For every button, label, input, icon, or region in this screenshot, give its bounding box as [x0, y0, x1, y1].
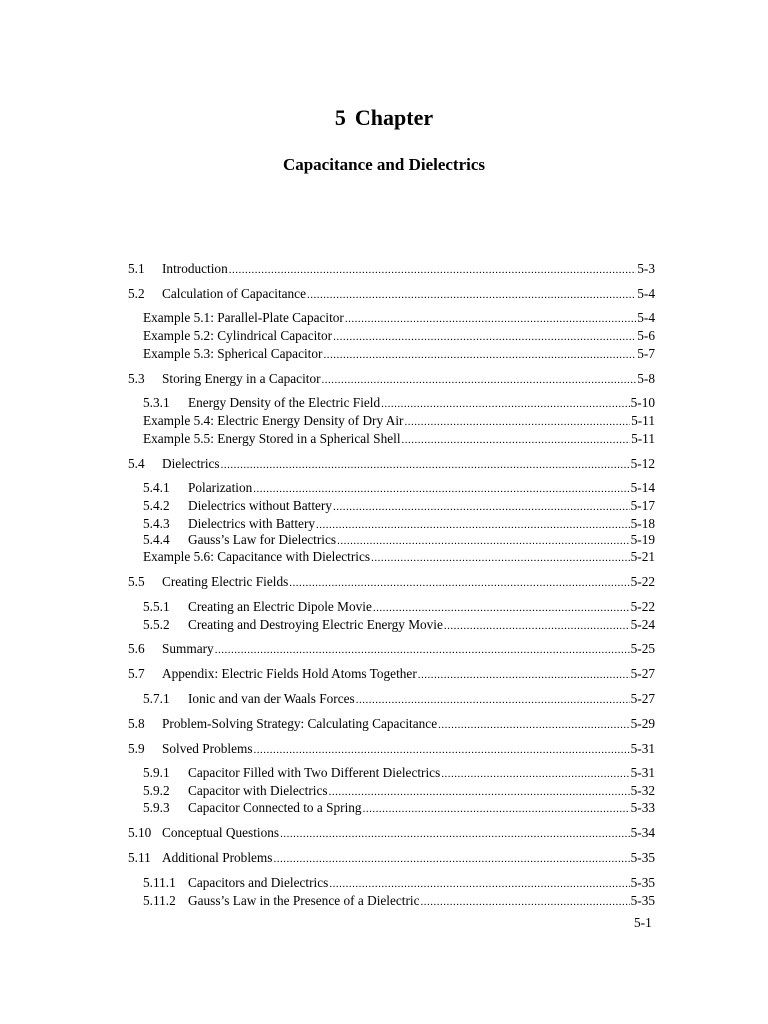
- toc-entry: [128, 740, 655, 758]
- toc-entry: [143, 412, 655, 430]
- toc-entry-title: Capacitors and Dielectrics: [188, 875, 329, 890]
- toc-entry: [143, 690, 655, 708]
- toc-entry-title: Capacitor Connected to a Spring: [188, 800, 362, 815]
- toc-entry-page: 5-33: [630, 800, 655, 815]
- toc-entry-number: 5.9: [128, 741, 145, 756]
- toc-entry: [143, 782, 655, 800]
- toc-entry-page: 5-18: [630, 516, 655, 531]
- dot-leader: [280, 825, 630, 843]
- toc-entry-title: Summary: [162, 641, 214, 656]
- toc-entry-page: 5-35: [630, 893, 655, 908]
- toc-entry-number: 5.1: [128, 261, 145, 276]
- toc-entry-title: Problem-Solving Strategy: Calculating Capacitance: [162, 716, 438, 731]
- dot-leader: [371, 549, 630, 567]
- toc-entry: [143, 497, 655, 515]
- toc-entry-title: Gauss’s Law in the Presence of a Dielectric: [188, 893, 420, 908]
- dot-leader: [404, 413, 630, 431]
- toc-entry-number: 5.4: [128, 456, 145, 471]
- toc-entry: [128, 573, 655, 591]
- toc-entry-page: 5-31: [630, 765, 655, 780]
- toc-entry-title: Capacitor Filled with Two Different Dielectrics: [188, 765, 441, 780]
- toc-entry-number: 5.5.2: [143, 617, 170, 632]
- toc-entry: [143, 327, 655, 345]
- toc-entry-number: 5.11: [128, 850, 151, 865]
- toc-entry-page: 5-10: [630, 395, 655, 410]
- toc-entry-page: 5-8: [637, 371, 655, 386]
- toc-entry-number: 5.9.3: [143, 800, 170, 815]
- dot-leader: [307, 286, 636, 304]
- dot-leader: [322, 371, 637, 389]
- dot-leader: [273, 850, 629, 868]
- toc-entry-number: 5.4.3: [143, 516, 170, 531]
- chapter-number: 5: [334, 105, 346, 130]
- toc-entry: [128, 824, 655, 842]
- toc-entry-number: 5.4.2: [143, 498, 170, 513]
- dot-leader: [333, 328, 636, 346]
- toc-entry-title: Capacitor with Dielectrics: [188, 783, 328, 798]
- toc-entry-page: 5-29: [630, 716, 655, 731]
- chapter-subtitle: Capacitance and Dielectrics: [282, 155, 486, 174]
- toc-entry-title: Introduction: [162, 261, 228, 276]
- toc-entry-page: 5-35: [630, 875, 655, 890]
- toc-entry-number: 5.10: [128, 825, 152, 840]
- toc-entry: [128, 715, 655, 733]
- dot-leader: [373, 599, 630, 617]
- toc-entry: [143, 616, 655, 634]
- toc-entry-title: Example 5.2: Cylindrical Capacitor: [143, 328, 333, 343]
- toc-entry-number: 5.3: [128, 371, 145, 386]
- dot-leader: [345, 310, 636, 328]
- toc-entry: [128, 849, 655, 867]
- toc-entry-page: 5-24: [630, 617, 655, 632]
- toc-entry: [128, 665, 655, 683]
- toc-entry-title: Polarization: [188, 480, 253, 495]
- dot-leader: [229, 261, 637, 279]
- toc-entry: [128, 640, 655, 658]
- toc-entry-number: 5.4.4: [143, 532, 170, 547]
- toc-entry-title: Example 5.5: Energy Stored in a Spherical Shell: [143, 431, 401, 446]
- dot-leader: [289, 574, 629, 592]
- dot-leader: [441, 765, 629, 783]
- dot-leader: [215, 641, 630, 659]
- toc-entry-title: Additional Problems: [162, 850, 273, 865]
- toc-entry: [143, 598, 655, 616]
- toc-entry-page: 5-11: [631, 413, 655, 428]
- toc-entry-number: 5.11.2: [143, 893, 176, 908]
- toc-entry-page: 5-35: [630, 850, 655, 865]
- toc-entry-number: 5.2: [128, 286, 145, 301]
- toc-entry-number: 5.3.1: [143, 395, 170, 410]
- toc-entry: [143, 892, 655, 910]
- toc-entry: [143, 430, 655, 448]
- chapter-label: Chapter: [354, 105, 434, 130]
- toc-entry-title: Gauss’s Law for Dielectrics: [188, 532, 337, 547]
- toc-entry-page: 5-19: [630, 532, 655, 547]
- toc-entry-title: Dielectrics: [162, 456, 220, 471]
- toc-entry-title: Example 5.6: Capacitance with Dielectrics: [143, 549, 371, 564]
- toc-entry-page: 5-27: [630, 666, 655, 681]
- dot-leader: [221, 456, 630, 474]
- toc-entry-page: 5-22: [630, 599, 655, 614]
- dot-leader: [438, 716, 630, 734]
- toc-entry-page: 5-3: [637, 261, 655, 276]
- toc-entry-number: 5.6: [128, 641, 145, 656]
- dot-leader: [421, 893, 630, 911]
- toc-entry-page: 5-32: [630, 783, 655, 798]
- toc-entry: [143, 764, 655, 782]
- dot-leader: [253, 480, 629, 498]
- toc-entry: [128, 260, 655, 278]
- toc-entry-page: 5-17: [630, 498, 655, 513]
- toc-entry-title: Example 5.1: Parallel-Plate Capacitor: [143, 310, 344, 325]
- toc-entry: [143, 531, 655, 549]
- dot-leader: [333, 498, 630, 516]
- toc-entry: [143, 799, 655, 817]
- toc-entry-title: Dielectrics with Battery: [188, 516, 316, 531]
- toc-entry-number: 5.9.1: [143, 765, 170, 780]
- toc-entry: [143, 479, 655, 497]
- toc-entry-page: 5-27: [630, 691, 655, 706]
- toc-entry-page: 5-7: [637, 346, 655, 361]
- toc-entry-title: Dielectrics without Battery: [188, 498, 333, 513]
- toc-entry-page: 5-11: [631, 431, 655, 446]
- toc-entry-title: Calculation of Capacitance: [162, 286, 306, 301]
- toc-entry: [128, 455, 655, 473]
- toc-entry-number: 5.5.1: [143, 599, 170, 614]
- toc-entry-number: 5.5: [128, 574, 145, 589]
- toc-entry-title: Creating an Electric Dipole Movie: [188, 599, 372, 614]
- toc-entry-page: 5-25: [630, 641, 655, 656]
- toc-entry-page: 5-14: [630, 480, 655, 495]
- toc-entry-number: 5.11.1: [143, 875, 176, 890]
- toc-entry-title: Conceptual Questions: [162, 825, 280, 840]
- page-number: 5-1: [634, 915, 652, 930]
- dot-leader: [444, 617, 630, 635]
- dot-leader: [356, 691, 630, 709]
- dot-leader: [402, 431, 631, 449]
- toc-entry-title: Creating Electric Fields: [162, 574, 289, 589]
- toc-entry-number: 5.8: [128, 716, 145, 731]
- toc-entry-page: 5-4: [637, 286, 655, 301]
- toc-entry-title: Energy Density of the Electric Field: [188, 395, 381, 410]
- dot-leader: [381, 395, 629, 413]
- toc-entry-page: 5-34: [630, 825, 655, 840]
- toc-entry-title: Solved Problems: [162, 741, 253, 756]
- toc-entry: [143, 345, 655, 363]
- toc-entry: [143, 309, 655, 327]
- toc-entry: [128, 285, 655, 303]
- dot-leader: [329, 875, 629, 893]
- toc-entry-page: 5-12: [630, 456, 655, 471]
- toc-entry-number: 5.7.1: [143, 691, 170, 706]
- toc-entry-title: Appendix: Electric Fields Hold Atoms Together: [162, 666, 417, 681]
- toc-entry-title: Example 5.4: Electric Energy Density of Dry Air: [143, 413, 404, 428]
- dot-leader: [418, 666, 630, 684]
- toc-entry: [143, 548, 655, 566]
- toc-entry-title: Ionic and van der Waals Forces: [188, 691, 355, 706]
- toc-entry-page: 5-31: [630, 741, 655, 756]
- toc-entry-title: Storing Energy in a Capacitor: [162, 371, 321, 386]
- toc-entry-page: 5-22: [630, 574, 655, 589]
- toc-entry: [143, 874, 655, 892]
- toc-entry-page: 5-21: [630, 549, 655, 564]
- toc-entry-number: 5.9.2: [143, 783, 170, 798]
- dot-leader: [254, 741, 630, 759]
- toc-entry-number: 5.7: [128, 666, 145, 681]
- toc-entry-title: Creating and Destroying Electric Energy Movie: [188, 617, 443, 632]
- dot-leader: [363, 800, 630, 818]
- toc-entry-number: 5.4.1: [143, 480, 170, 495]
- toc-entry-page: 5-6: [637, 328, 655, 343]
- toc-entry-page: 5-4: [637, 310, 655, 325]
- dot-leader: [323, 346, 636, 364]
- toc-entry: [143, 394, 655, 412]
- toc-entry: [128, 370, 655, 388]
- toc-entry-title: Example 5.3: Spherical Capacitor: [143, 346, 323, 361]
